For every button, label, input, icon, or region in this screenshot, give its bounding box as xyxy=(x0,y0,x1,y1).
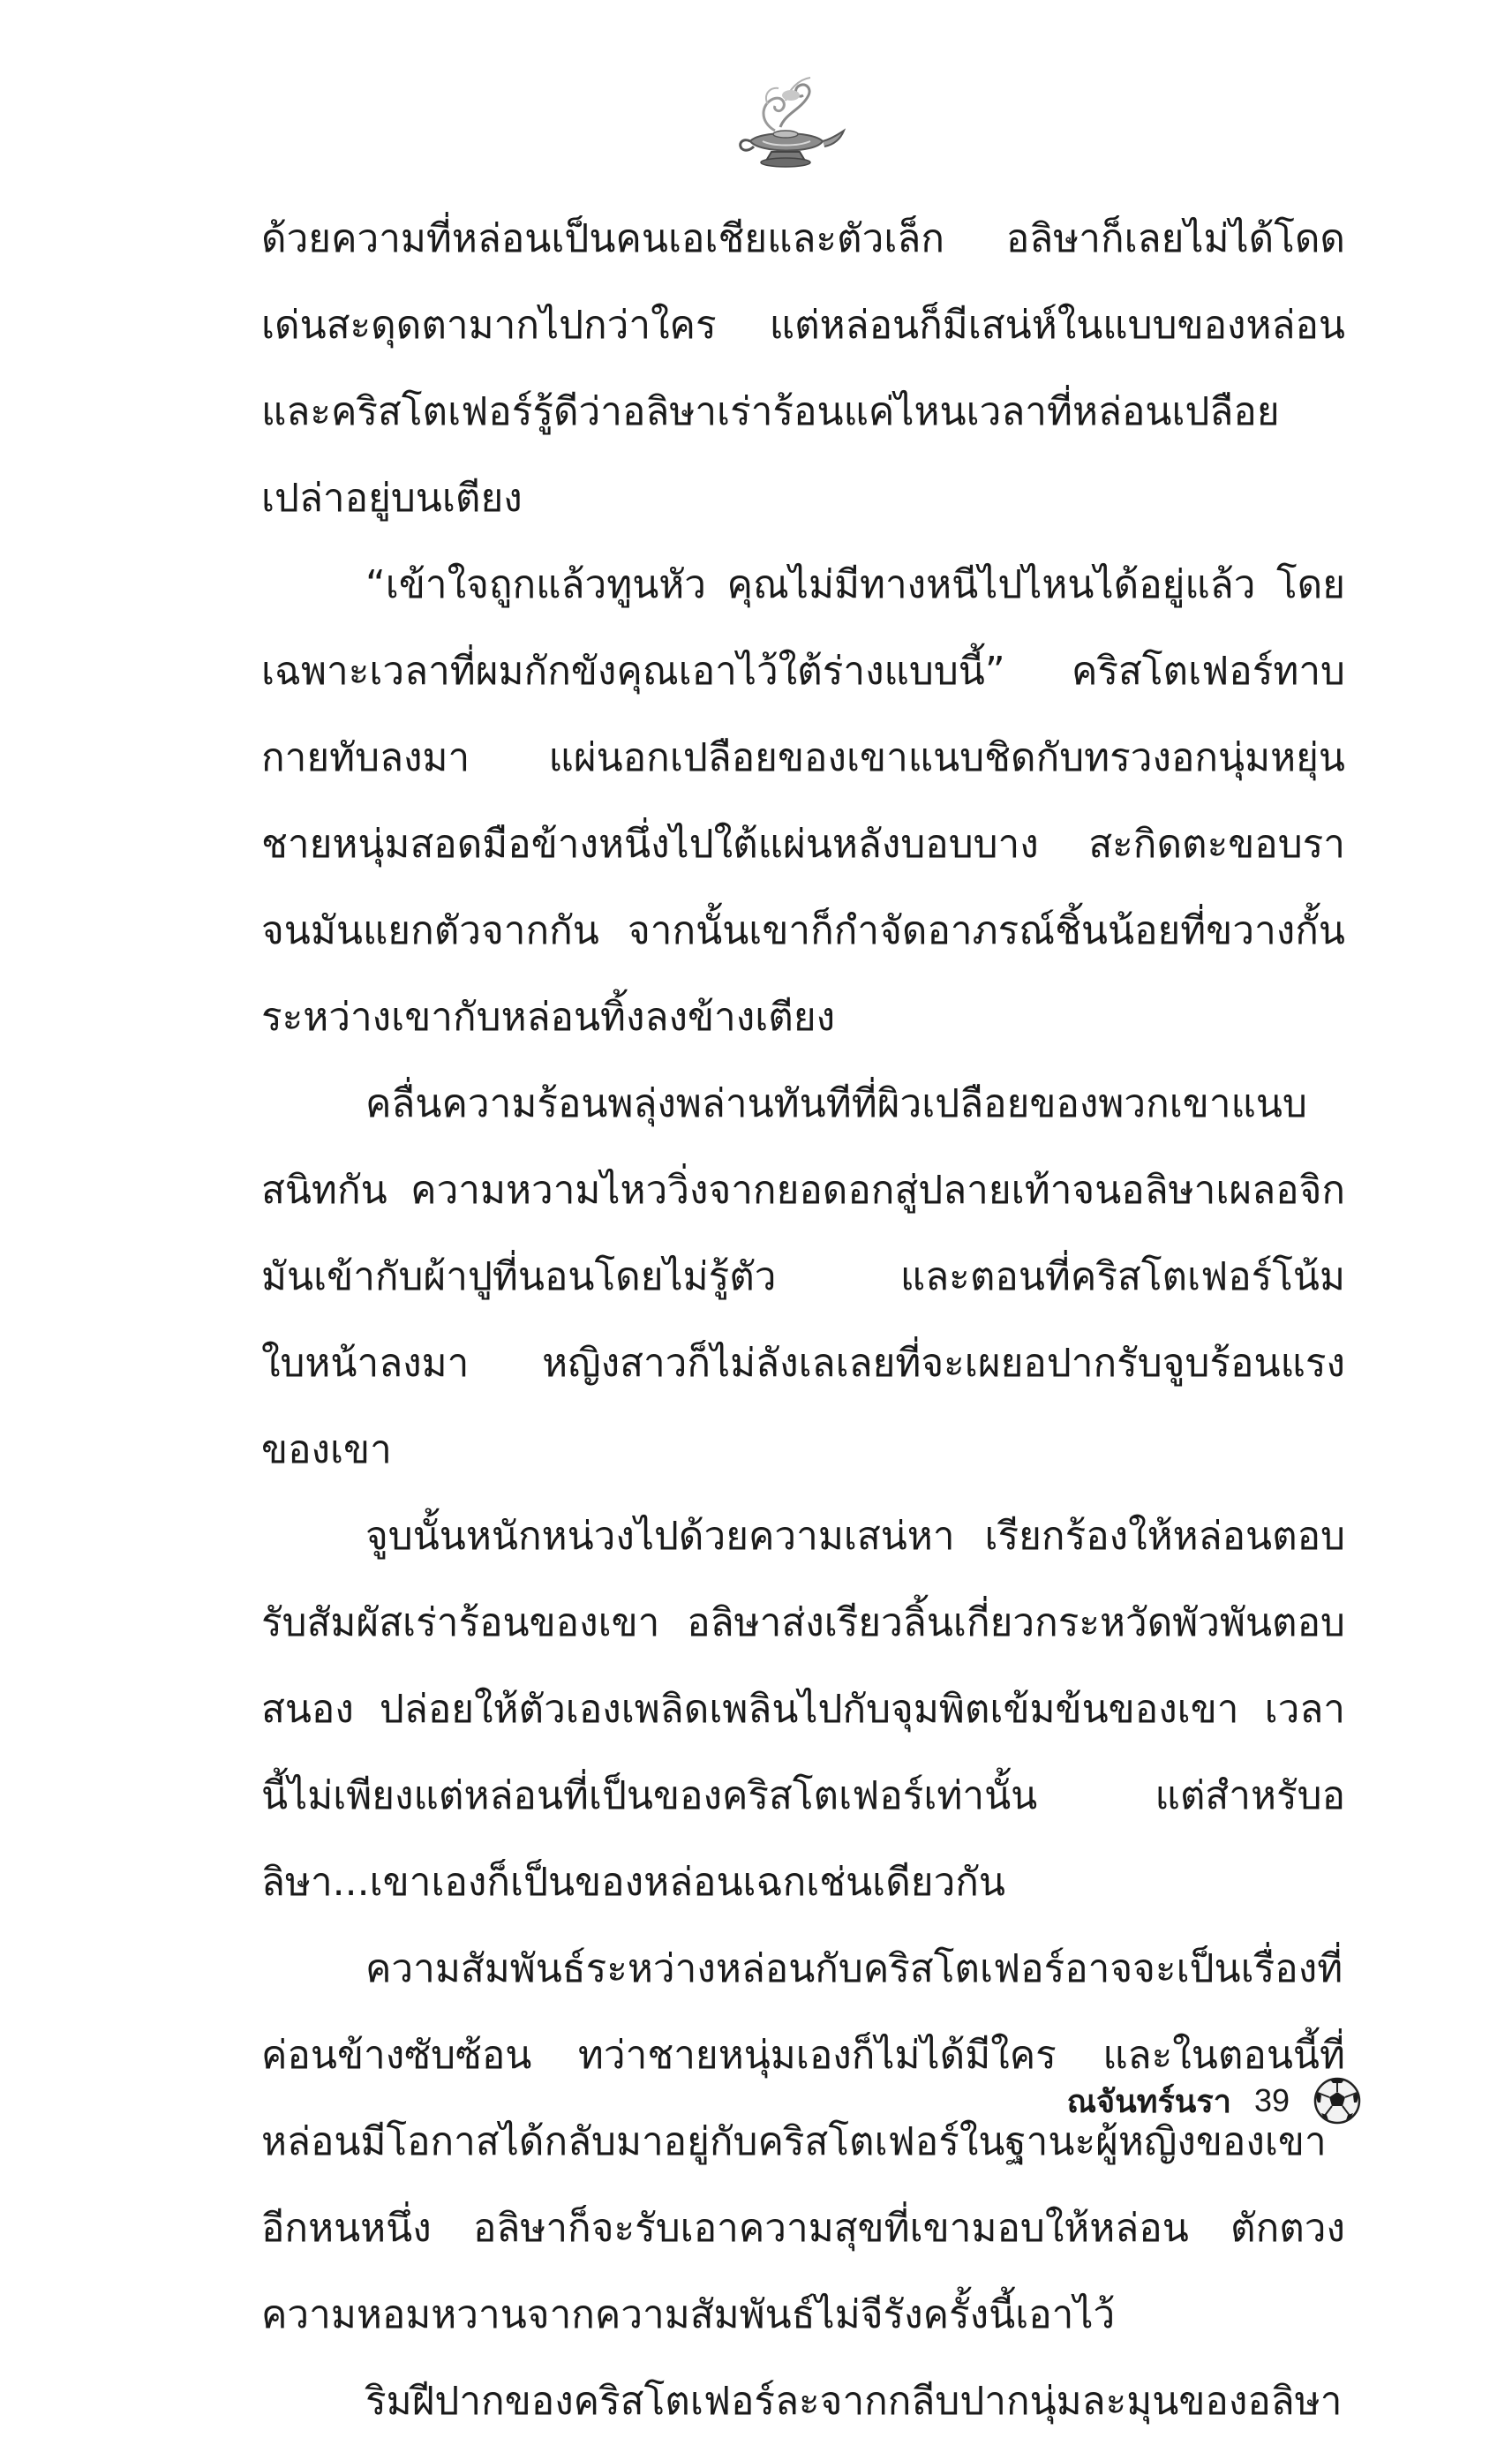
author-name: ณจันทร์นรา xyxy=(1066,2083,1231,2120)
paragraph-6: ริมฝีปากของคริสโตเฟอร์ละจากกลีบปากนุ่มละมุนของอลิษา xyxy=(365,2379,1343,2424)
paragraph-2: “เข้าใจถูกแล้วทูนหัว คุณไม่มีทางหนีไปไหนได้อยู่แล้ว โดยเฉพาะเวลาที่ผมกักขังคุณเอาไว้ใต้ร่างแบบนี้” คริสโตเฟอร์ทาบกายทับลงมา แผ่นอกเปลือยของเขาแนบชิดกับทรวงอกนุ่มหยุ่น ชายหนุ่มสอดมือข้างหนึ่งไปใต้แผ่นหลังบอบบาง สะกิดตะขอบราจนมันแยกตัวจากกัน จากนั้นเขาก็กำจัดอาภรณ์ชิ้นน้อยที่ขวางกั้นระหว่างเขากับหล่อนทิ้งลงข้างเตียง xyxy=(261,562,1345,1040)
soccer-ball-icon xyxy=(1313,2076,1362,2125)
paragraph-1: ด้วยความที่หล่อนเป็นคนเอเชียและตัวเล็ก อลิษาก็เลยไม่ได้โดดเด่นสะดุดตามากไปกว่าใคร แต่หล่อนก็มีเสน่ห์ในแบบของหล่อน และคริสโตเฟอร์รู้ดีว่าอลิษาเร่าร้อนแค่ไหนเวลาที่หล่อนเปลือยเปล่าอยู่บนเตียง xyxy=(261,216,1345,521)
page-footer xyxy=(1067,2065,1362,2136)
paragraph-4: จูบนั้นหนักหน่วงไปด้วยความเสน่หา เรียกร้องให้หล่อนตอบรับสัมผัสเร่าร้อนของเขา อลิษาส่งเรียวลิ้นเกี่ยวกระหวัดพัวพันตอบสนอง ปล่อยให้ตัวเองเพลิดเพลินไปกับจุมพิตเข้มข้นของเขา เวลานี้ไม่เพียงแต่หล่อนที่เป็นของคริสโตเฟอร์เท่านั้น แต่สำหรับอลิษา...เขาเองก็เป็นของหล่อนเฉกเช่นเดียวกัน xyxy=(261,1514,1345,1905)
genie-lamp-icon xyxy=(724,69,847,175)
page-number: 39 xyxy=(1253,2082,1290,2118)
paragraph-5: ความสัมพันธ์ระหว่างหล่อนกับคริสโตเฟอร์อาจจะเป็นเรื่องที่ค่อนข้างซับซ้อน ทว่าชายหนุ่มเองก็ไม่ได้มีใคร และในตอนนี้ที่หล่อนมีโอกาสได้กลับมาอยู่กับคริสโตเฟอร์ในฐานะผู้หญิงของเขาอีกหนหนึ่ง อลิษาก็จะรับเอาความสุขที่เขามอบให้หล่อน ตักตวงความหอมหวานจากความสัมพันธ์ไม่จีรังครั้งนี้เอาไว้ xyxy=(261,1946,1345,2337)
paragraph-3: คลื่นความร้อนพลุ่งพล่านทันทีที่ผิวเปลือยของพวกเขาแนบสนิทกัน ความหวามไหววิ่งจากยอดอกสู่ปลายเท้าจนอลิษาเผลอจิกมันเข้ากับผ้าปูที่นอนโดยไม่รู้ตัว และตอนที่คริสโตเฟอร์โน้มใบหน้าลงมา หญิงสาวก็ไม่ลังเลเลยที่จะเผยอปากรับจูบร้อนแรงของเขา xyxy=(261,1081,1345,1472)
